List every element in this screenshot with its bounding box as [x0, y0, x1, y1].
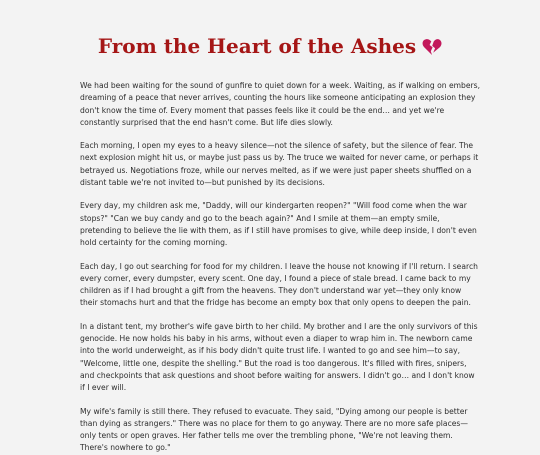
article-body [80, 80, 480, 455]
page-title [60, 0, 480, 63]
paragraph: Each morning, I open my eyes to a heavy silence—not the silence of safety, but the silence of fear. The next explosion might hit us, or maybe just pass us by. The truce we waited for never came, or perhaps it betrayed us. Negotiations froze, while our nerves melted, as if we were just paper sheets shuffled on a distant table we're not invited to—but punished by its decisions. [80, 141, 479, 188]
broken-heart-icon [422, 35, 442, 63]
paragraph: My wife's family is still there. They refused to evacuate. They said, "Dying among our people is better than dying as strangers." There was no place for them to go anyway. There are no more safe places—only tents or open graves. Her father tells me over the trembling phone, "We're not leaving them. There's nowhere to go." [80, 406, 468, 453]
paragraph: We had been waiting for the sound of gunfire to quiet down for a week. Waiting, as if walking on embers, dreaming of a peace that never arrives, counting the hours like someone anticipating an explosion they don't know the time of. Every moment that passes feels like it could be the end… and yet we're constantly surprised that the end hasn't come. But life dies slowly. [80, 81, 481, 127]
paragraph: Each day, I go out searching for food for my children. I leave the house not knowing if I'll return. I search every corner, every dumpster, every scent. One day, I found a piece of stale bread. I came back to my children as if I had brought a gift from the heavens. They don't understand war yet—they only know their stomachs hurt and that the fridge has become an empty box that only opens to deepen the pain. [80, 261, 478, 308]
paragraph: In a distant tent, my brother's wife gave birth to her child. My brother and I are the only survivors of this genocide. He now holds his baby in his arms, without even a diaper to wrap him in. The newborn came into the world underweight, as if his body didn't quite trust life. I wanted to go and see him—to say, "Welcome, little one, despite the shelling." But the road is too dangerous. It's filled with fires, snipers, and checkpoints that ask questions and shoot before waiting for answers. I didn't go… and I don't know if I ever will. [80, 321, 478, 393]
paragraph: Every day, my children ask me, "Daddy, will our kindergarten reopen?" "Will food come when the war stops?" "Can we buy candy and go to the beach again?" And I smile at them—an empty smile, pretending to believe the lie with them, as if I still have promises to give, while deep inside, I don't even hold certainty for the coming morning. [80, 201, 477, 248]
page-title-text: From the Heart of the Ashes [97, 34, 417, 58]
